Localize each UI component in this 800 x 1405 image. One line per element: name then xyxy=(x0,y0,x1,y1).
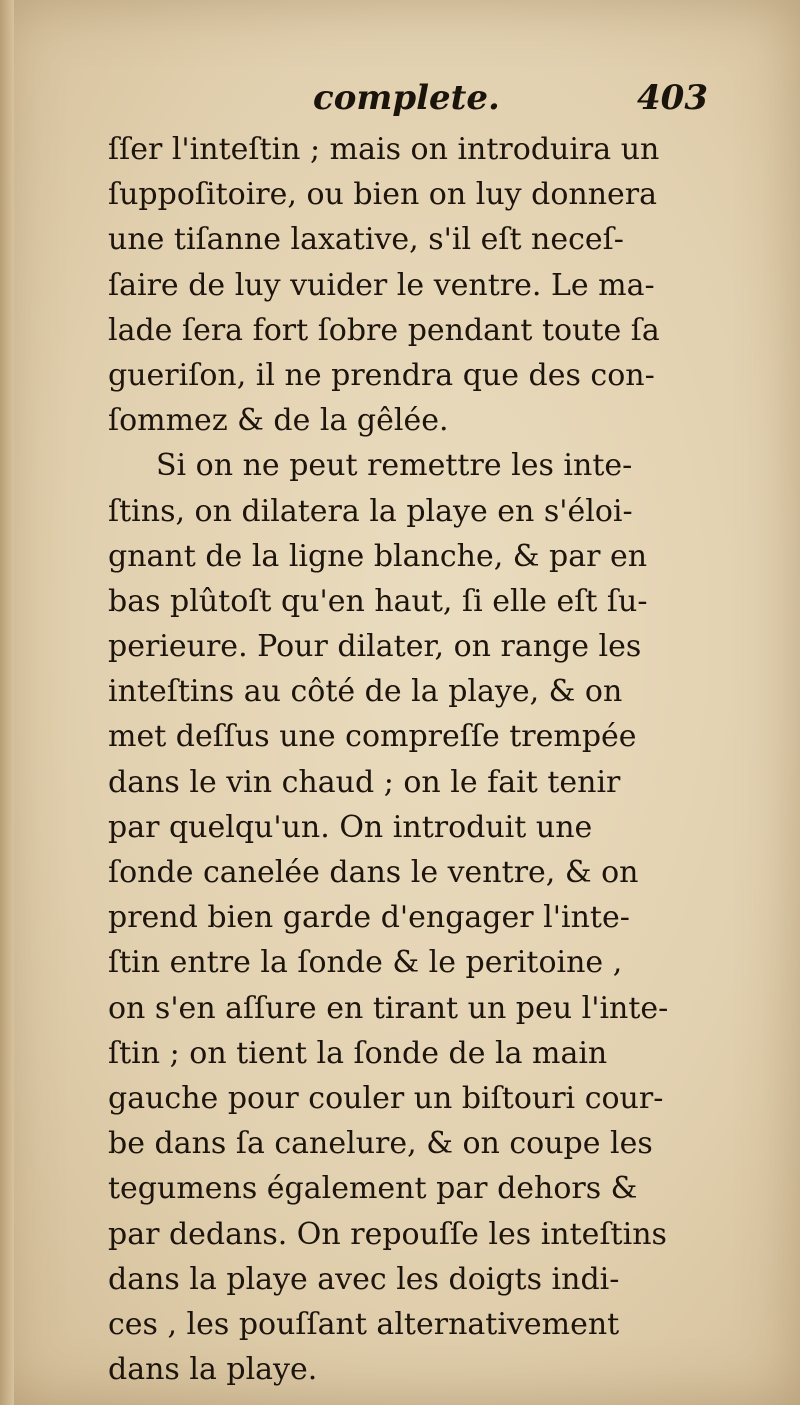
text-line: on s'en aſſure en tirant un peu l'inte- xyxy=(108,990,669,1026)
text-line: ſaire de luy vuider le ventre. Le ma- xyxy=(108,267,655,303)
text-line: dans la playe avec les doigts indi- xyxy=(108,1261,620,1297)
text-line: bas plûtoſt qu'en haut, ſi elle eſt ſu- xyxy=(108,583,648,619)
text-line: inteſtins au côté de la playe, & on xyxy=(108,674,623,710)
body-text xyxy=(108,127,714,1392)
page-number: 403 xyxy=(637,78,708,118)
text-line: dans la playe. xyxy=(108,1352,318,1388)
text-line: perieure. Pour dilater, on range les xyxy=(108,629,642,665)
text-line: par dedans. On repouſſe les inteſtins xyxy=(108,1216,667,1252)
text-line: ſtin entre la ſonde & le peritoine , xyxy=(108,945,623,981)
text-line: gueriſon, il ne prendra que des con- xyxy=(108,357,655,393)
text-line: ſonde canelée dans le ventre, & on xyxy=(108,855,639,890)
text-line: ſtins, on dilatera la playe en s'éloi- xyxy=(108,493,633,529)
text-line: lade ſera fort ſobre pendant toute ſa xyxy=(108,312,660,348)
page-header xyxy=(108,78,708,128)
text-line: une tiſanne laxative, s'il eſt neceſ- xyxy=(108,222,624,258)
text-line: ſuppoſitoire, ou bien on luy donnera xyxy=(108,177,658,213)
text-line: gauche pour couler un biſtouri cour- xyxy=(108,1080,664,1116)
text-line: ſſer l'inteſtin ; mais on introduira un xyxy=(108,132,660,167)
text-line: be dans ſa canelure, & on coupe les xyxy=(108,1126,653,1162)
text-line: met deſſus une compreſſe trempée xyxy=(108,719,637,755)
text-line: ſommez & de la gêlée. xyxy=(108,403,449,439)
text-line: prend bien garde d'engager l'inte- xyxy=(108,900,630,936)
text-line: ſtin ; on tient la ſonde de la main xyxy=(108,1035,608,1071)
text-line: par quelqu'un. On introduit une xyxy=(108,809,593,845)
page-binding-edge xyxy=(0,0,14,1405)
text-line: dans le vin chaud ; on le fait tenir xyxy=(108,764,621,800)
text-line: tegumens également par dehors & xyxy=(108,1171,638,1207)
paragraph-start-line: Si on ne peut remettre les inte- xyxy=(156,448,633,484)
text-line: gnant de la ligne blanche, & par en xyxy=(108,538,648,574)
text-line: ces , les pouſſant alternativement xyxy=(108,1306,620,1342)
running-title: complete. xyxy=(313,78,500,118)
